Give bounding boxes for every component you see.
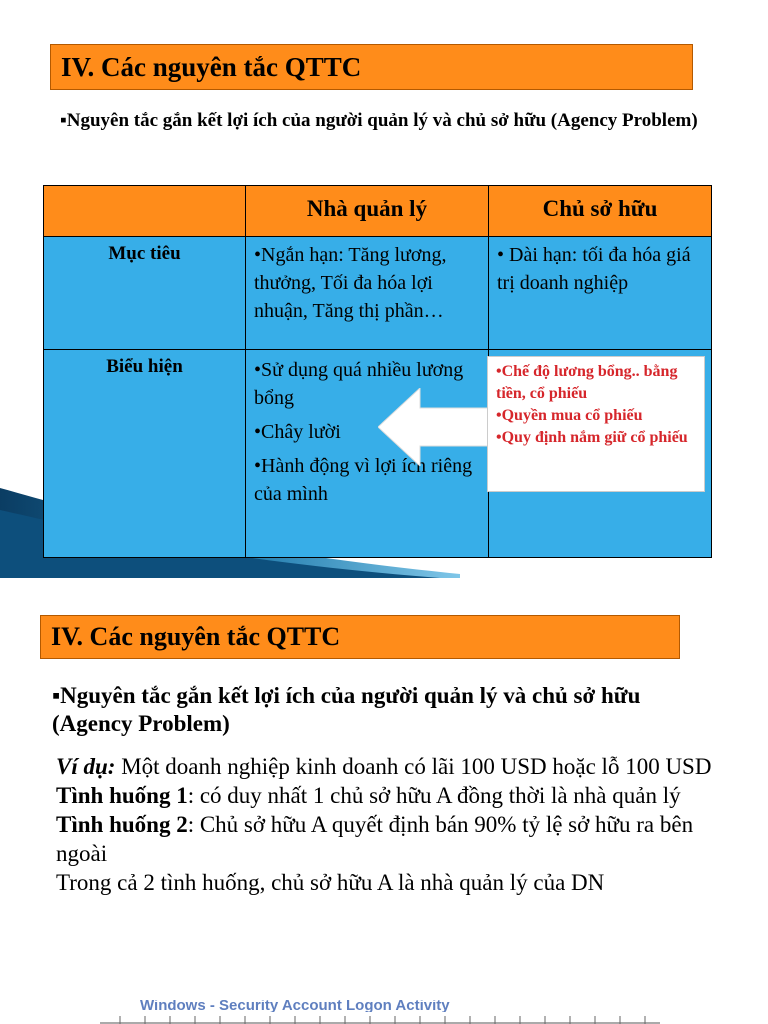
slide2-subtitle: ▪Nguyên tắc gắn kết lợi ích của người quản lý và chủ sở hữu (Agency Problem) [52,683,641,736]
example-label: Ví dụ: [56,754,116,779]
remedy-item: •Quyền mua cổ phiếu [496,407,643,424]
case1-label: Tình huống 1 [56,783,188,808]
case2-paragraph [56,810,716,868]
slide-2 [0,596,768,1024]
conclusion-paragraph: Trong cả 2 tình huống, chủ sở hữu A là nhà quản lý của DN [56,870,605,895]
table-header-owner: Chủ sở hữu [488,185,712,237]
cell-goal-owner: • Dài hạn: tối đa hóa giá trị doanh nghiệp [488,236,712,350]
example-paragraph [56,752,716,781]
table-header-manager: Nhà quản lý [245,185,489,237]
row-label-behavior: Biểu hiện [43,349,246,558]
remedy-item: •Quy định nắm giữ cổ phiếu [496,429,688,446]
row-label-goal: Mục tiêu [43,236,246,350]
remedies-box [487,356,705,492]
cutoff-chart-title: Windows - Security Account Logon Activity [140,1000,450,1012]
remedy-item: •Chế độ lương bổng.. bằng tiền, cổ phiếu [496,363,678,402]
table-header-empty [43,185,246,237]
slide1-title: IV. Các nguyên tắc QTTC [50,44,693,90]
footer-strip [0,1010,768,1024]
example-text: Một doanh nghiệp kinh doanh có lãi 100 USD hoặc lỗ 100 USD [115,754,712,779]
slide2-body [56,752,716,897]
cell-goal-manager: •Ngắn hạn: Tăng lương, thưởng, Tối đa hóa lợi nhuận, Tăng thị phần… [245,236,489,350]
grid-lines [100,1014,660,1024]
case1-text: : có duy nhất 1 chủ sở hữu A đồng thời là nhà quản lý [187,783,681,808]
slide1-subtitle: ▪Nguyên tắc gắn kết lợi ích của người quản lý và chủ sở hữu (Agency Problem) [60,110,698,131]
slide2-title: IV. Các nguyên tắc QTTC [40,615,680,659]
behavior-item: •Hành động vì lợi ích riêng của mình [254,455,473,505]
behavior-item: •Sử dụng quá nhiều lương bổng [254,359,464,409]
case2-label: Tình huống 2 [56,812,188,837]
case1-paragraph [56,781,716,810]
behavior-item: •Chây lười [254,421,341,443]
case2-text: : Chủ sở hữu A quyết định bán 90% tỷ lệ sở hữu ra bên ngoài [56,812,694,866]
